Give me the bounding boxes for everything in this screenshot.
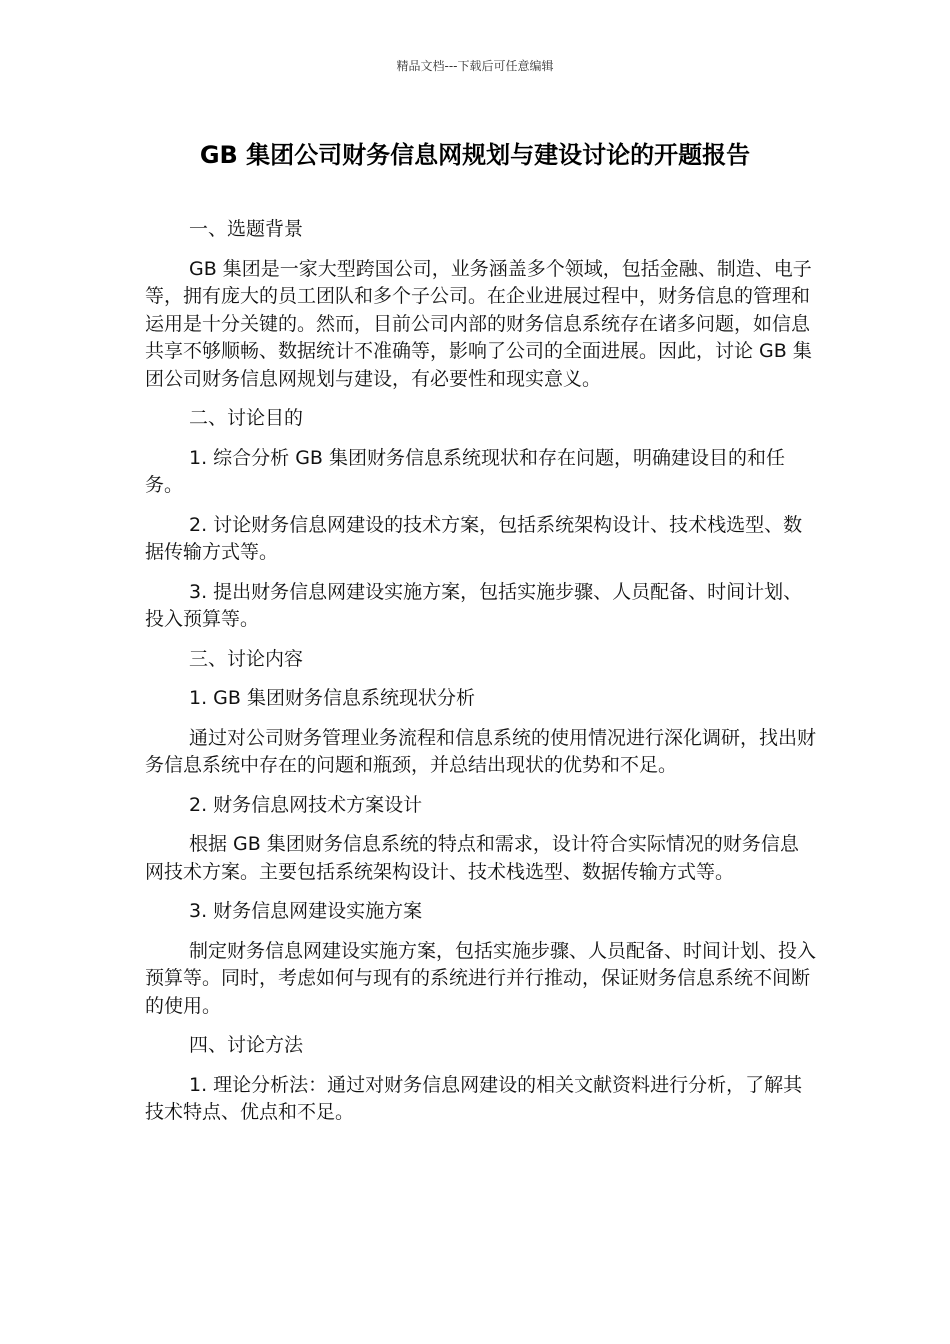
subheading-content-2: 2. 财务信息网技术方案设计	[189, 793, 423, 816]
page-header-note: 精品文档---下载后可任意编辑	[396, 59, 554, 73]
paragraph-purpose-3: 3. 提出财务信息网建设实施方案，包括实施步骤、人员配备、时间计划、投入预算等。	[145, 580, 803, 630]
paragraph-methods-1: 1. 理论分析法：通过对财务信息网建设的相关文献资料进行分析，了解其技术特点、优点和不足。	[145, 1073, 803, 1123]
section-heading-background: 一、选题背景	[189, 218, 304, 240]
paragraph-purpose-1: 1. 综合分析 GB 集团财务信息系统现状和存在问题，明确建设目的和任务。	[145, 446, 786, 496]
subheading-content-3: 3. 财务信息网建设实施方案	[189, 900, 423, 922]
section-heading-purpose: 二、讨论目的	[189, 407, 304, 429]
paragraph-content-2: 根据 GB 集团财务信息系统的特点和需求，设计符合实际情况的财务信息网技术方案。主要包括系统架构设计、技术栈选型、数据传输方式等。	[145, 833, 799, 883]
subheading-content-1: 1. GB 集团财务信息系统现状分析	[189, 687, 475, 709]
section-heading-content: 三、讨论内容	[189, 647, 304, 670]
paragraph-background: GB 集团是一家大型跨国公司，业务涵盖多个领域，包括金融、制造、电子等，拥有庞大的员工团队和多个子公司。在企业进展过程中，财务信息的管理和运用是十分关键的。然而，目前公司内部的财务信息系统存在诸多问题，如信息共享不够顺畅、数据统计不准确等，影响了公司的全面进展。因此，讨论 GB 集团公司财务信息网规划与建设，有必要性和现实意义。	[145, 257, 812, 390]
section-heading-methods: 四、讨论方法	[189, 1034, 304, 1056]
paragraph-content-3: 制定财务信息网建设实施方案，包括实施步骤、人员配备、时间计划、投入预算等。同时，考虑如何与现有的系统进行并行推动，保证财务信息系统不间断的使用。	[145, 939, 817, 1017]
document-body	[145, 216, 817, 1139]
paragraph-content-1: 通过对公司财务管理业务流程和信息系统的使用情况进行深化调研，找出财务信息系统中存在的问题和瓶颈，并总结出现状的优势和不足。	[145, 726, 817, 776]
paragraph-purpose-2: 2. 讨论财务信息网建设的技术方案，包括系统架构设计、技术栈选型、数据传输方式等。	[145, 513, 803, 563]
document-title: GB 集团公司财务信息网规划与建设讨论的开题报告	[199, 141, 751, 169]
